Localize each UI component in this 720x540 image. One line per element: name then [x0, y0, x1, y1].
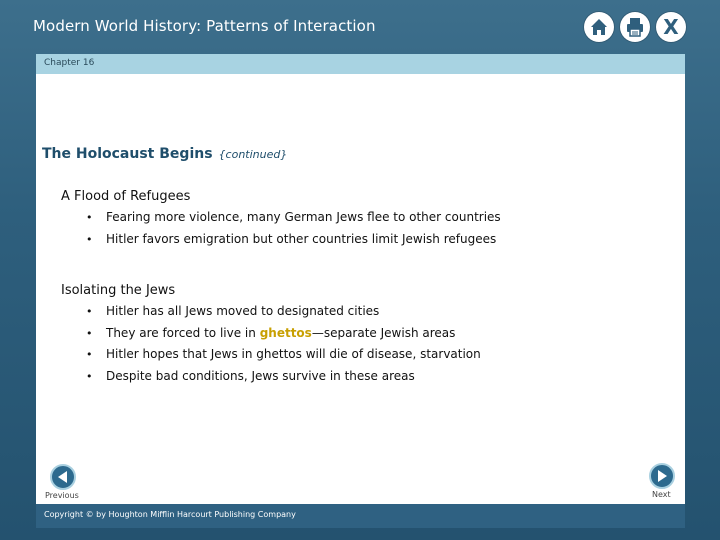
slide-heading	[42, 146, 287, 162]
bullet-list	[61, 301, 481, 387]
next-label: Next	[652, 490, 671, 499]
list-item: • Fearing more violence, many German Jews flee to other countries	[81, 207, 501, 229]
slide-panel	[36, 74, 685, 504]
chapter-bar	[36, 54, 685, 74]
previous-label: Previous	[45, 491, 79, 500]
slide-heading-suffix: {continued}	[218, 148, 288, 161]
list-item	[81, 323, 481, 345]
close-button[interactable]	[656, 12, 686, 42]
bullet-text-after: —separate Jewish areas	[311, 325, 456, 340]
footer-bar	[36, 504, 685, 528]
triangle-right-icon	[651, 465, 673, 487]
list-item: • Despite bad conditions, Jews survive in these areas	[81, 366, 481, 388]
previous-button[interactable]	[50, 464, 76, 490]
home-icon	[584, 12, 614, 42]
section-title: A Flood of Refugees	[61, 189, 191, 204]
keyword-ghettos: ghettos	[259, 325, 312, 340]
slide-heading-text: The Holocaust Begins	[42, 146, 213, 162]
bullet-list	[61, 207, 501, 250]
print-button[interactable]	[620, 12, 650, 42]
triangle-left-icon	[52, 466, 74, 488]
close-icon: X	[663, 15, 679, 39]
home-button[interactable]	[584, 12, 614, 42]
list-item: • Hitler favors emigration but other countries limit Jewish refugees	[81, 229, 501, 251]
app-title: Modern World History: Patterns of Interaction	[33, 17, 376, 35]
print-icon	[620, 12, 650, 42]
list-item: • Hitler hopes that Jews in ghettos will die of disease, starvation	[81, 344, 481, 366]
top-toolbar	[584, 12, 686, 42]
section-isolating	[61, 283, 481, 387]
section-refugees	[61, 189, 501, 250]
list-item: • Hitler has all Jews moved to designated cities	[81, 301, 481, 323]
next-button[interactable]	[649, 463, 675, 489]
section-title: Isolating the Jews	[61, 283, 176, 298]
chapter-label: Chapter 16	[44, 58, 95, 68]
bullet-text-before: They are forced to live in	[106, 325, 260, 340]
copyright-text: Copyright © by Houghton Mifflin Harcourt Publishing Company	[44, 510, 296, 519]
